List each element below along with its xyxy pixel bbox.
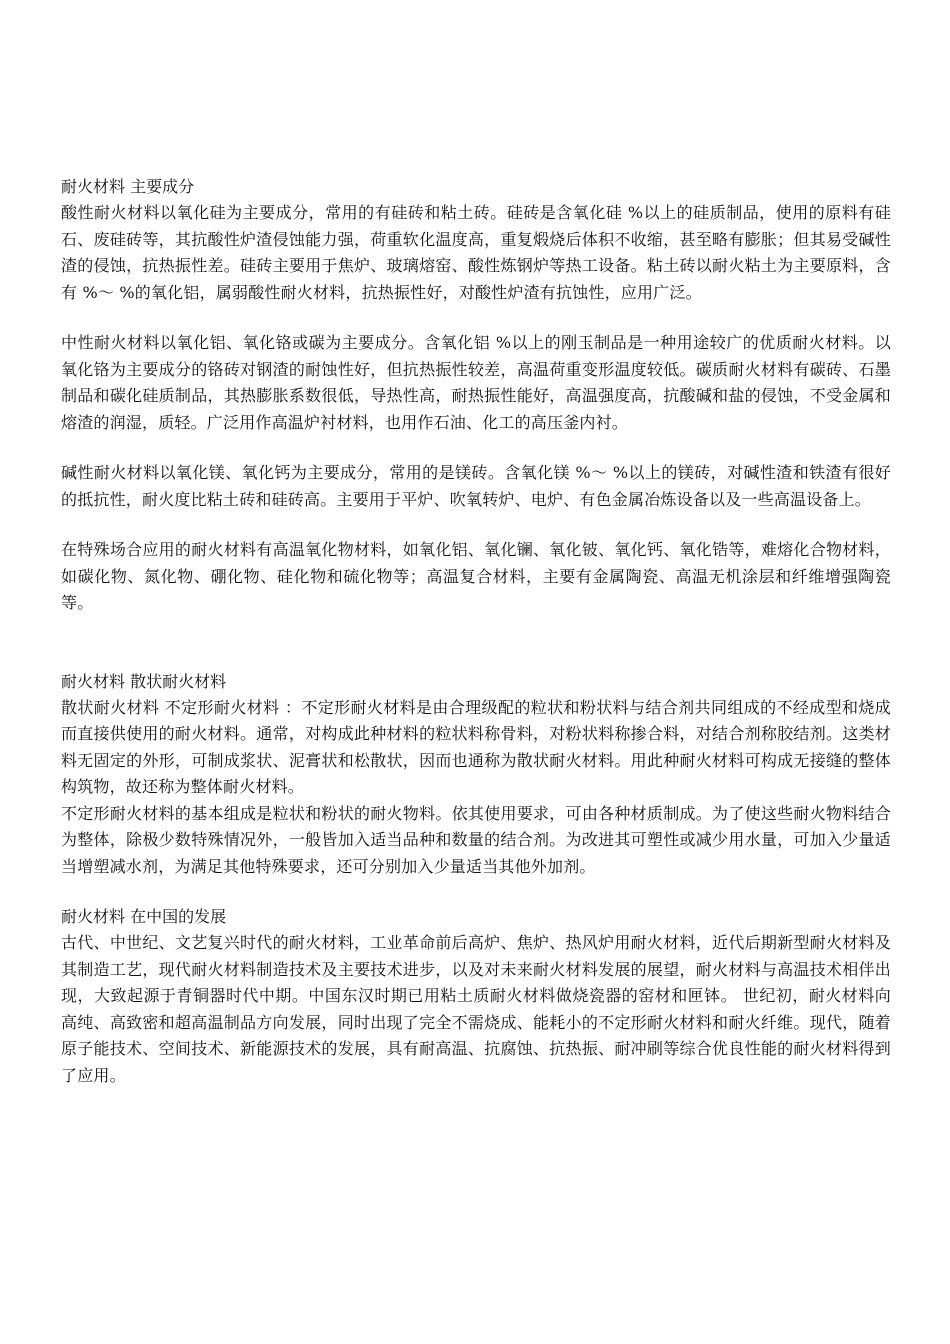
paragraph-unshaped-definition: 散状耐火材料 不定形耐火材料 ：不定形耐火材料是由合理级配的粒状和粉状料与结合剂共同组成的不经成型和烧成而直接供使用的耐火材料。通常，对构成此种材料的粒状料称骨料，对粉状料称掺合料，对结合剂称胶结剂。这类材料无固定的外形，可制成浆状、泥膏状和松散状，因而也通称为散状耐火材料。用此种耐火材料可构成无接缝的整体构筑物，故还称为整体耐火材料。 xyxy=(61,697,891,796)
paragraph-acidic: 酸性耐火材料以氧化硅为主要成分，常用的有硅砖和粘土砖。硅砖是含氧化硅 %以上的硅质制品，使用的原料有硅石、废硅砖等，其抗酸性炉渣侵蚀能力强，荷重软化温度高，重复煅烧后体积不收缩，甚至略有膨胀；但其易受碱性渣的侵蚀，抗热振性差。硅砖主要用于焦炉、玻璃熔窑、酸性炼钢炉等热工设备。粘土砖以耐火粘土为主要原料，含有 %～ %的氧化铝，属弱酸性耐火材料，抗热振性好，对酸性炉渣有抗蚀性，应用广泛。 xyxy=(61,203,891,302)
paragraph-neutral: 中性耐火材料以氧化铝、氧化铬或碳为主要成分。含氧化铝 %以上的刚玉制品是一种用途较广的优质耐火材料。以氧化铬为主要成分的铬砖对钢渣的耐蚀性好，但抗热振性较差，高温荷重变形温度较低。碳质耐火材料有碳砖、石墨制品和碳化硅质制品，其热膨胀系数很低，导热性高，耐热振性能好，高温强度高，抗酸碱和盐的侵蚀，不受金属和熔渣的润湿，质轻。广泛用作高温炉衬材料，也用作石油、化工的高压釜内衬。 xyxy=(61,333,891,432)
paragraph-basic: 碱性耐火材料以氧化镁、氧化钙为主要成分，常用的是镁砖。含氧化镁 %～ %以上的镁砖，对碱性渣和铁渣有很好的抵抗性，耐火度比粘土砖和硅砖高。主要用于平炉、吹氧转炉、电炉、有色金属冶炼设备以及一些高温设备上。 xyxy=(61,463,891,509)
section-china-development xyxy=(61,904,891,1089)
document-page xyxy=(61,174,891,1089)
paragraph-history: 古代、中世纪、文艺复兴时代的耐火材料，工业革命前后高炉、焦炉、热风炉用耐火材料，近代后期新型耐火材料及其制造工艺，现代耐火材料制造技术及主要技术进步，以及对未来耐火材料发展的展望，耐火材料与高温技术相伴出现，大致起源于青铜器时代中期。中国东汉时期已用粘土质耐火材料做烧瓷器的窑材和匣钵。 世纪初，耐火材料向高纯、高致密和超高温制品方向发展，同时出现了完全不需烧成、能耗小的不定形耐火材料和耐火纤维。现代，随着原子能技术、空间技术、新能源技术的发展，具有耐高温、抗腐蚀、抗热振、耐冲刷等综合优良性能的耐火材料得到了应用。 xyxy=(61,933,891,1085)
paragraph-unshaped-composition: 不定形耐火材料的基本组成是粒状和粉状的耐火物料。依其使用要求，可由各种材质制成。为了使这些耐火物料结合为整体，除极少数特殊情况外，一般皆加入适当品种和数量的结合剂。为改进其可塑性或减少用水量，可加入少量适当增塑减水剂，为满足其他特殊要求，还可分别加入少量适当其他外加剂。 xyxy=(61,803,891,876)
section-heading: 耐火材料 散状耐火材料 xyxy=(61,671,227,691)
paragraph-special: 在特殊场合应用的耐火材料有高温氧化物材料，如氧化铝、氧化镧、氧化铍、氧化钙、氧化锆等，难熔化合物材料，如碳化物、氮化物、硼化物、硅化物和硫化物等；高温复合材料，主要有金属陶瓷、高温无机涂层和纤维增强陶瓷等。 xyxy=(61,540,891,612)
section-unshaped xyxy=(61,669,891,881)
section-heading: 耐火材料 在中国的发展 xyxy=(61,907,227,926)
section-main-components xyxy=(61,174,891,617)
section-heading: 耐火材料 主要成分 xyxy=(61,177,195,196)
